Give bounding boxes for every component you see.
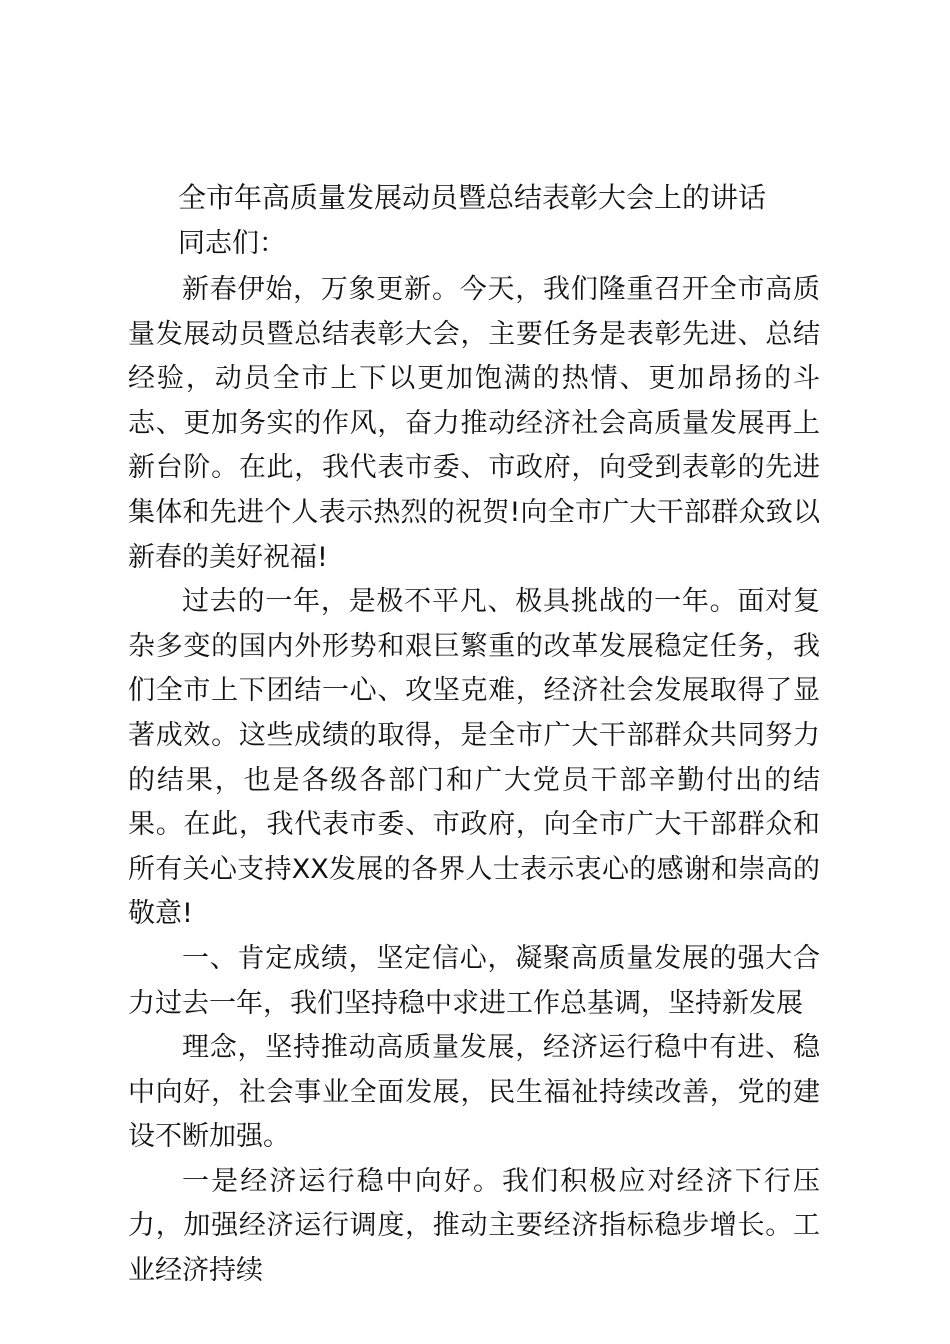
paragraph-section-one-heading: 一、肯定成绩，坚定信心，凝聚高质量发展的强大合力过去一年，我们坚持稳中求进工作总基调，坚持新发展: [128, 942, 820, 1019]
paragraph-economy: 一是经济运行稳中向好。我们积极应对经济下行压力，加强经济运行调度，推动主要经济指标稳步增长。工业经济持续: [128, 1165, 820, 1287]
paragraph-concept: 理念，坚持推动高质量发展，经济运行稳中有进、稳中向好，社会事业全面发展，民生福祉持续改善，党的建设不断加强。: [128, 1032, 820, 1153]
salutation: 同志们：: [178, 228, 286, 259]
document-title: 全市年高质量发展动员暨总结表彰大会上的讲话: [178, 181, 767, 214]
body-text: [128, 268, 820, 1294]
paragraph-past-year: 过去的一年，是极不平凡、极具挑战的一年。面对复杂多变的国内外形势和艰巨繁重的改革发展稳定任务，我们全市上下团结一心、攻坚克难，经济社会发展取得了显著成效。这些成绩的取得，是全市广大干部群众共同努力的结果，也是各级各部门和广大党员干部辛勤付出的结果。在此，我代表市委、市政府，向全市广大干部群众和所有关心支持XX发展的各界人士表示衷心的感谢和崇高的敬意!: [128, 586, 820, 930]
paragraph-opening: 新春伊始，万象更新。今天，我们隆重召开全市高质量发展动员暨总结表彰大会，主要任务是表彰先进、总结经验，动员全市上下以更加饱满的热情、更加昂扬的斗志、更加务实的作风，奋力推动经济社会高质量发展再上新台阶。在此，我代表市委、市政府，向受到表彰的先进集体和先进个人表示热烈的祝贺!向全市广大干部群众致以新春的美好祝福!: [128, 274, 820, 573]
